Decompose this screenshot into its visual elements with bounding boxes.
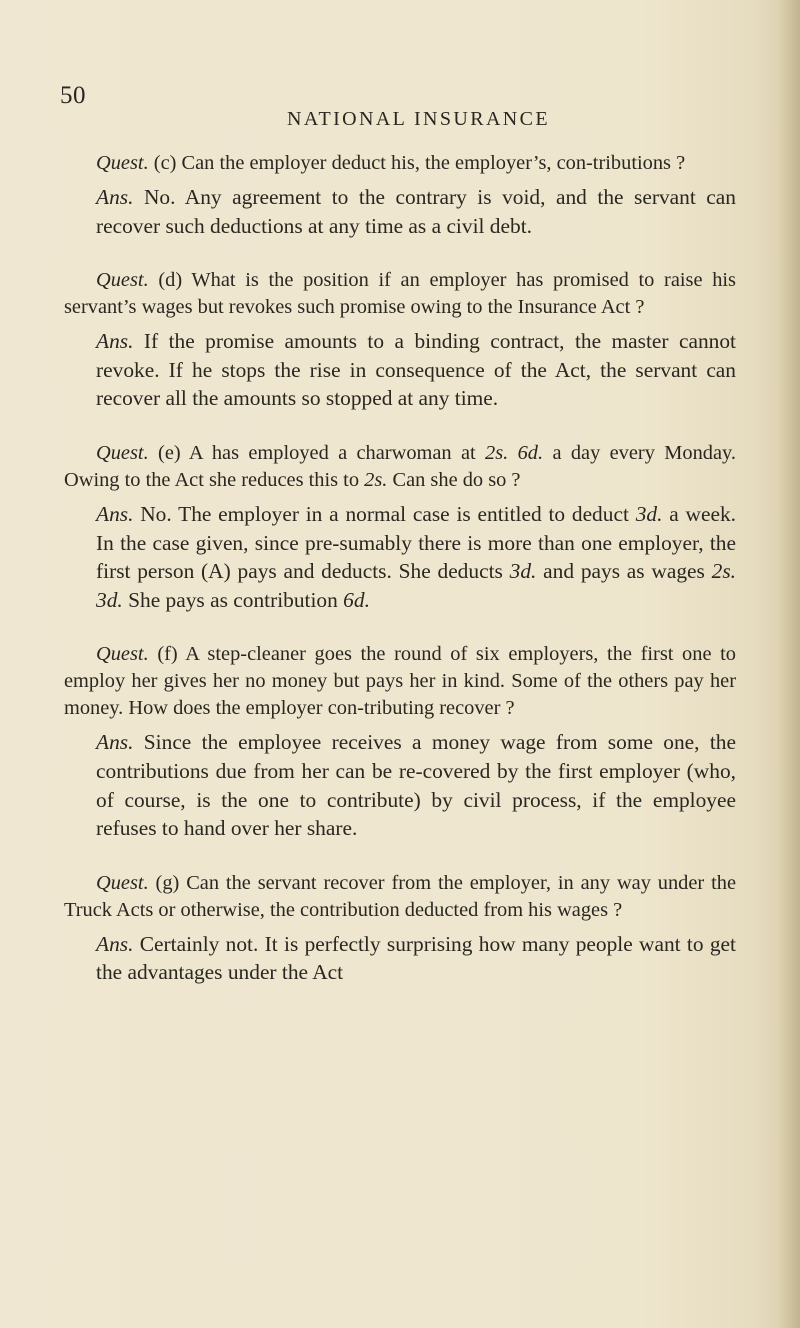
- question-letter: (c): [153, 152, 177, 174]
- question-text: a day every Monday. Owing to the Act she reduces this to: [64, 441, 736, 491]
- answer-g: [96, 924, 736, 987]
- answer-f: [96, 722, 736, 842]
- question-text: What is the position if an employer has promised to raise his servant’s wages but revokes such promise owing to the Insurance Act ?: [64, 269, 736, 319]
- money-amount: 2s. 6d.: [485, 441, 544, 464]
- answer-text: and pays as wages: [536, 559, 712, 584]
- answer-label: Ans.: [96, 730, 134, 755]
- answer-text: If the promise amounts to a binding contract, the master cannot revoke. If he stops the rise in consequence of the Act, the servant can recover all the amounts so stopped at any time.: [96, 329, 736, 411]
- question-label: Quest.: [96, 441, 149, 464]
- answer-text: No. The employer in a normal case is entitled to deduct: [133, 501, 636, 526]
- answer-label: Ans.: [96, 931, 134, 956]
- answer-text: Certainly not. It is perfectly surprising how many people want to get the advantages under the Act: [96, 931, 736, 985]
- qa-entry-f: [64, 641, 736, 842]
- question-label: Quest.: [96, 269, 149, 292]
- page-number: 50: [60, 82, 86, 109]
- answer-text: She pays as contribution: [122, 587, 344, 612]
- question-label: Quest.: [96, 871, 149, 894]
- money-amount: 6d.: [343, 587, 370, 612]
- answer-label: Ans.: [96, 501, 134, 526]
- money-amount: 2s. 3d.: [96, 559, 737, 612]
- question-f: [64, 641, 736, 722]
- answer-text: Since the employee receives a money wage from some one, the contributions due from her can be re-covered by the first employer (who, of course, is the one to contribute) by civil process, if the employee refuses to hand over her share.: [96, 730, 736, 841]
- question-letter: (d): [158, 269, 183, 292]
- answer-e: [96, 494, 736, 614]
- answer-label: Ans.: [96, 329, 134, 354]
- question-label: Quest.: [96, 643, 149, 666]
- question-text: Can she do so ?: [387, 468, 521, 491]
- question-d: [64, 267, 736, 321]
- answer-text: a week. In the case given, since pre-sumably there is more than one employer, the first person (A) pays and deducts. She deducts: [96, 501, 736, 584]
- page-edge-shadow: [778, 0, 800, 1328]
- money-amount: 3d.: [509, 559, 537, 584]
- qa-entry-c: [64, 150, 736, 240]
- question-g: [64, 870, 736, 924]
- running-head: NATIONAL INSURANCE: [287, 108, 551, 130]
- qa-entry-d: [64, 267, 736, 413]
- question-c: [64, 150, 736, 177]
- qa-entry-e: [64, 440, 736, 614]
- answer-d: [96, 321, 736, 413]
- question-e: [64, 440, 736, 494]
- question-text: Can the servant recover from the employer, in any way under the Truck Acts or otherwise, the contribution deducted from his wages ?: [64, 871, 736, 921]
- answer-c: [96, 177, 736, 240]
- question-letter: (e): [158, 441, 181, 464]
- question-text: Can the employer deduct his, the employer’s, con-tributions ?: [176, 152, 686, 174]
- money-amount: 2s.: [364, 468, 388, 491]
- answer-label: Ans.: [96, 185, 134, 209]
- question-letter: (g): [155, 871, 180, 894]
- question-text: A step-cleaner goes the round of six employers, the first one to employ her gives her no money but pays her in kind. Some of the others pay her money. How does the employer con-tributing recover ?: [64, 643, 736, 720]
- money-amount: 3d.: [635, 501, 663, 526]
- question-text: A has employed a charwoman at: [180, 441, 486, 464]
- question-letter: (f): [157, 643, 178, 666]
- answer-text: No. Any agreement to the contrary is void, and the servant can recover such deductions at any time as a civil debt.: [96, 185, 736, 238]
- qa-entry-g: [64, 870, 736, 987]
- page-body: [64, 150, 736, 1014]
- question-label: Quest.: [96, 152, 149, 174]
